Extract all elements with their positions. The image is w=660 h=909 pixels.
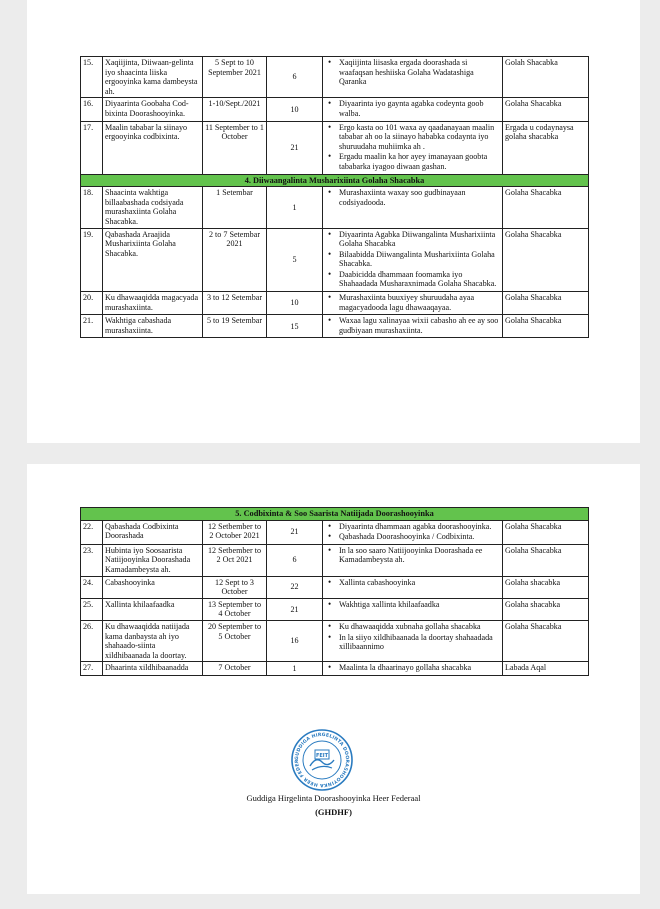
row-activities xyxy=(323,292,503,315)
table-row xyxy=(81,315,589,338)
row-activities xyxy=(323,98,503,121)
row-task: Diyaarinta Goobaha Cod-bixinta Doorashooyinka. xyxy=(103,98,203,121)
table-row xyxy=(81,121,589,174)
activity-bullet-item: • Maalinta la dhaarinayo gollaha shacabka xyxy=(325,663,500,673)
activity-bullet-item: • Xaqiijinta liisaska ergada doorashada si waafaqsan heshiiska Golaha Wadatashiga Qaranka xyxy=(325,58,500,87)
row-number: 26. xyxy=(81,620,103,661)
document-page-1 xyxy=(27,0,640,443)
row-task: Ku dhawaaqidda natiijada kama danbaysta ah iyo shahaado-siinta xildhibaanada la doortay. xyxy=(103,620,203,661)
row-days: 16 xyxy=(267,620,323,661)
row-number: 16. xyxy=(81,98,103,121)
section-header-5: 5. Codbixinta & Soo Saarista Natiijada Doorashooyinka xyxy=(81,508,589,521)
row-date: 12 Setbember to 2 October 2021 xyxy=(203,520,267,544)
row-responsible: Labada Aqal xyxy=(503,662,589,676)
row-days: 1 xyxy=(267,662,323,676)
row-task: Xallinta khilaafaadka xyxy=(103,598,203,620)
row-task: Qabashada Araajida Musharixiinta Golaha Shacabka. xyxy=(103,228,203,292)
row-task: Cabashooyinka xyxy=(103,576,203,598)
schedule-table-1 xyxy=(80,56,589,338)
schedule-table-2 xyxy=(80,507,589,676)
row-number: 27. xyxy=(81,662,103,676)
ghdhf-seal-logo xyxy=(290,728,354,792)
table-row xyxy=(81,544,589,576)
row-responsible: Golaha Shacabka xyxy=(503,98,589,121)
row-activities xyxy=(323,576,503,598)
row-responsible: Ergada u codaynaysa golaha shacabka xyxy=(503,121,589,174)
activity-bullet-item: • Murashaxiinta waxay soo gudbinayaan codsiyadooda. xyxy=(325,188,500,207)
row-number: 19. xyxy=(81,228,103,292)
row-date: 3 to 12 Setembar xyxy=(203,292,267,315)
row-responsible: Golaha Shacabka xyxy=(503,187,589,228)
row-activities xyxy=(323,228,503,292)
row-days: 21 xyxy=(267,598,323,620)
activity-bullet-item: • Xallinta cabashooyinka xyxy=(325,578,500,588)
table-row xyxy=(81,228,589,292)
row-responsible: Golaha Shacabka xyxy=(503,292,589,315)
row-responsible: Golah Shacabka xyxy=(503,57,589,98)
section-header-row xyxy=(81,174,589,187)
row-activities xyxy=(323,121,503,174)
row-responsible: Golaha Shacabka xyxy=(503,228,589,292)
activity-bullet-item: • Murashaxiinta buuxiyey shuruudaha ayaa magacyadooda lagu dhawaaqayaa. xyxy=(325,293,500,312)
activity-bullet-item: • Waxaa lagu xalinayaa wixii cabasho ah ee ay soo gudbiyaan murashaxiinta. xyxy=(325,316,500,335)
row-activities xyxy=(323,315,503,338)
row-responsible: Golaha Shacabka xyxy=(503,520,589,544)
row-activities xyxy=(323,520,503,544)
row-task: Maalin tababar la siinayo ergooyinka codbixinta. xyxy=(103,121,203,174)
row-number: 22. xyxy=(81,520,103,544)
row-date: 12 Sept to 3 October xyxy=(203,576,267,598)
row-activities xyxy=(323,57,503,98)
row-activities xyxy=(323,544,503,576)
row-date: 5 to 19 Setembar xyxy=(203,315,267,338)
activity-bullet-item: • Ergo kasta oo 101 waxa ay qaadanayaan maalin tababar ah oo la siinayo hababka codaynta iyo shuruudaha muhiimka ah . xyxy=(325,123,500,152)
row-days: 10 xyxy=(267,292,323,315)
activity-bullet-item: • Diyaarinta iyo gaynta agabka codeynta goob walba. xyxy=(325,99,500,118)
table-row xyxy=(81,598,589,620)
table-row xyxy=(81,520,589,544)
row-days: 6 xyxy=(267,57,323,98)
row-number: 25. xyxy=(81,598,103,620)
row-activities xyxy=(323,662,503,676)
row-number: 17. xyxy=(81,121,103,174)
row-task: Xaqiijinta, Diiwaan-gelinta iyo shaacinta liiska ergooyinka kama dambeysta ah. xyxy=(103,57,203,98)
row-date: 12 Setbember to 2 Oct 2021 xyxy=(203,544,267,576)
row-task: Shaacinta wakhtiga billaabashada codsiyada murashaxiinta Golaha Shacabka. xyxy=(103,187,203,228)
activity-bullet-item: • Qabashada Doorashooyinka / Codbixinta. xyxy=(325,532,500,542)
activity-bullet-item: • Diyaarinta Agabka Diiwangalinta Musharixiinta Golaha Shacabka xyxy=(325,230,500,249)
row-number: 18. xyxy=(81,187,103,228)
table-row xyxy=(81,662,589,676)
row-responsible: Golaha shacabka xyxy=(503,576,589,598)
row-number: 24. xyxy=(81,576,103,598)
row-number: 23. xyxy=(81,544,103,576)
row-task: Hubinta iyo Soosaarista Natiijooyinka Doorashada Kamadambeysta ah. xyxy=(103,544,203,576)
row-number: 20. xyxy=(81,292,103,315)
activity-bullet-item: • Ergadu maalin ka hor ayey imanayaan goobta tababarka iyagoo diwaan gashan. xyxy=(325,152,500,171)
row-number: 15. xyxy=(81,57,103,98)
row-responsible: Golaha shacabka xyxy=(503,598,589,620)
activity-bullet-item: • Bilaabidda Diiwangalinta Musharixiinta Golaha Shacabka. xyxy=(325,250,500,269)
table-row xyxy=(81,187,589,228)
activity-bullet-item: • Ku dhawaaqidda xubnaha gollaha shacabka xyxy=(325,622,500,632)
row-responsible: Golaha Shacabka xyxy=(503,315,589,338)
row-days: 5 xyxy=(267,228,323,292)
svg-text:GUDDIGA HIRGELINTA DOORASHOOYI: GUDDIGA HIRGELINTA DOORASHOOYINKA HEER FEDER xyxy=(294,732,350,788)
footer-organization-abbr: (GHDHF) xyxy=(315,807,352,817)
table-row xyxy=(81,57,589,98)
row-task: Dhaarinta xildhibaanadda xyxy=(103,662,203,676)
row-task: Wakhtiga cabashada murashaxiinta. xyxy=(103,315,203,338)
row-responsible: Golaha Shacabka xyxy=(503,620,589,661)
row-date: 1 Setembar xyxy=(203,187,267,228)
row-date: 7 October xyxy=(203,662,267,676)
table-row xyxy=(81,98,589,121)
table-row xyxy=(81,576,589,598)
table-row xyxy=(81,620,589,661)
row-days: 1 xyxy=(267,187,323,228)
document-page-2 xyxy=(27,464,640,894)
row-responsible: Golaha Shacabka xyxy=(503,544,589,576)
row-days: 21 xyxy=(267,121,323,174)
row-date: 11 September to 1 October xyxy=(203,121,267,174)
activity-bullet-item: • Diyaarinta dhammaan agabka doorashooyinka. xyxy=(325,522,500,532)
footer-organization-name: Guddiga Hirgelinta Doorashooyinka Heer Federaal xyxy=(246,793,421,803)
row-days: 21 xyxy=(267,520,323,544)
activity-bullet-item: • In la siiyo xildhibaanada la doortay shahaadada xillibaannimo xyxy=(325,633,500,652)
svg-text:FEIT: FEIT xyxy=(315,753,329,759)
row-task: Qabashada Codbixinta Doorashada xyxy=(103,520,203,544)
activity-bullet-item: • Daabicidda dhammaan foomamka iyo Shahaadada Musharaxnimada Golaha Shacabka. xyxy=(325,270,500,289)
row-date: 5 Sept to 10 September 2021 xyxy=(203,57,267,98)
row-days: 10 xyxy=(267,98,323,121)
row-days: 15 xyxy=(267,315,323,338)
row-date: 13 September to 4 October xyxy=(203,598,267,620)
table-row xyxy=(81,292,589,315)
section-header-4: 4. Diiwaangalinta Musharixiinta Golaha Shacabka xyxy=(81,174,589,187)
row-date: 2 to 7 Setembar 2021 xyxy=(203,228,267,292)
section-header-row xyxy=(81,508,589,521)
row-date: 20 September to 5 October xyxy=(203,620,267,661)
activity-bullet-item: • Wakhtiga xallinta khilaafaadka xyxy=(325,600,500,610)
row-days: 22 xyxy=(267,576,323,598)
activity-bullet-item: • In la soo saaro Natiijooyinka Doorashada ee Kamadambeysta ah. xyxy=(325,546,500,565)
row-activities xyxy=(323,598,503,620)
row-activities xyxy=(323,187,503,228)
row-days: 6 xyxy=(267,544,323,576)
row-date: 1-10/Sept./2021 xyxy=(203,98,267,121)
row-task: Ku dhawaaqidda magacyada murashaxiinta. xyxy=(103,292,203,315)
row-number: 21. xyxy=(81,315,103,338)
row-activities xyxy=(323,620,503,661)
